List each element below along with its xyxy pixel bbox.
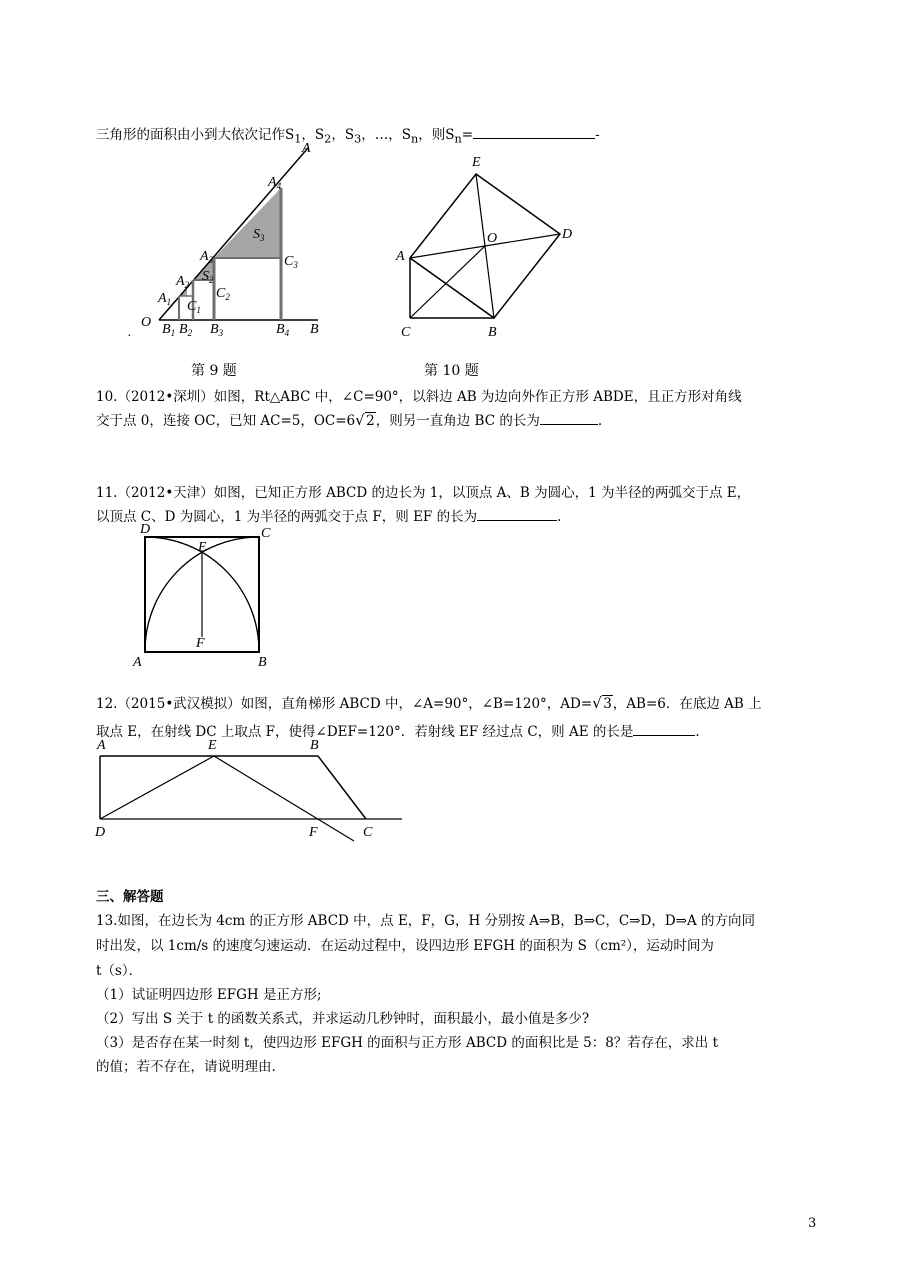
q10-line2-text: 交于点 0，连接 OC，已知 AC=5，OC=6 — [96, 413, 356, 429]
q9-shaded-s3 — [214, 188, 281, 258]
q10-sqrt — [355, 413, 376, 429]
q9-dot: . — [128, 325, 132, 340]
q9-stem-text: 三角形的面积由小到大依次记作S — [96, 127, 295, 143]
q13-part1: （1）试证明四边形 EFGH 是正方形; — [96, 987, 322, 1003]
q13-line2: 时出发，以 1cm/s 的速度匀速运动．在运动过程中，设四边形 EFGH 的面积为 S（cm²），运动时间为 — [96, 938, 714, 954]
q13-part3: （3）是否存在某一时刻 t，使四边形 EFGH 的面积与正方形 ABCD 的面积比是 5：8？若存在，求出 t — [96, 1035, 719, 1051]
section-heading: 三、解答题 — [96, 889, 164, 905]
q12-label-a: A — [97, 738, 106, 753]
q9-label-b3: $B_3$ — [210, 322, 224, 338]
q9-label-b: B — [310, 322, 319, 337]
q10-sqrt-arg: 2 — [366, 413, 375, 429]
q10-answer-blank[interactable] — [540, 411, 598, 425]
q12-label-d: D — [95, 825, 106, 840]
q12-sqrt-arg: 3 — [603, 696, 612, 712]
q9-label-o: O — [141, 315, 152, 330]
q9-caption: 第 9 题 — [191, 363, 237, 379]
q9-sub: n — [454, 132, 462, 146]
q9-sub: 1 — [294, 132, 302, 146]
q9-sep: ，…，S — [361, 127, 412, 143]
q10-label-c: C — [401, 325, 411, 340]
q9-sub: 3 — [354, 132, 362, 146]
q11-answer-blank[interactable] — [477, 507, 557, 521]
q11-label-e: E — [198, 540, 207, 555]
q9-sep: ，S — [331, 127, 355, 143]
q10-caption: 第 10 题 — [424, 363, 479, 379]
q12-segment-bc — [318, 756, 366, 819]
q9-label-a2: $A_2$ — [176, 274, 190, 290]
q9-eq: = — [461, 127, 474, 143]
q9-label-b1: $B_1$ — [162, 322, 176, 338]
q11-figure — [128, 520, 278, 670]
q9-sub: 2 — [324, 132, 332, 146]
q11-label-a: A — [133, 655, 142, 670]
q12-figure — [90, 735, 410, 845]
q10-label-d: D — [562, 227, 573, 242]
q9-label-a1: $A_1$ — [158, 291, 172, 307]
page-number: 3 — [808, 1216, 817, 1231]
q9-tail: ，则S — [418, 127, 455, 143]
radical-sign-icon: √ — [355, 411, 365, 429]
q12-line1-text: 12.（2015•武汉模拟）如图，直角梯形 ABCD 中，∠A=90°，∠B=120°，AD= — [96, 696, 593, 712]
q12-label-c: C — [363, 825, 373, 840]
q9-sep: ，S — [301, 127, 325, 143]
q11-line2-text: 以顶点 C、D 为圆心，1 为半径的两弧交于点 F，则 EF 的长为 — [96, 509, 478, 525]
q12-line2-end: . — [695, 724, 700, 740]
q9-label-c3: $C_3$ — [284, 254, 298, 270]
q11-line2-end: . — [557, 509, 562, 525]
q13-line1: 13.如图，在边长为 4cm 的正方形 ABCD 中，点 E，F，G，H 分别按 A⇒B，B⇒C，C⇒D，D⇒A 的方向同 — [96, 913, 755, 929]
q10-segment-ab — [410, 258, 494, 318]
q9-label-c2: $C_2$ — [216, 286, 230, 302]
q13-part4: 的值；若不存在，请说明理由. — [96, 1059, 276, 1075]
q11-label-d: D — [140, 522, 151, 537]
q10-label-o: O — [487, 231, 498, 246]
q9-label-s3: $S_3$ — [253, 227, 265, 243]
q9-label-a: A — [302, 141, 311, 156]
q11-label-b: B — [258, 655, 267, 670]
q9-label-b4: $B_4$ — [276, 322, 290, 338]
radical-sign-icon: √ — [592, 694, 602, 712]
q10-line2-end: . — [597, 413, 603, 429]
q10-label-e: E — [472, 155, 481, 170]
q9-label-a4: $A_4$ — [268, 175, 282, 191]
q9-end: - — [595, 127, 600, 143]
q9-label-b2: $B_2$ — [179, 322, 193, 338]
q12-segment-de — [100, 756, 214, 819]
q12-line2-text: 取点 E，在射线 DC 上取点 F，使得∠DEF=120°．若射线 EF 经过点 C，则 AE 的长是 — [96, 724, 634, 740]
q10-line2-text: ，则另一直角边 BC 的长为 — [375, 413, 540, 429]
q10-line2 — [96, 409, 602, 429]
q9-label-c1: $C_1$ — [187, 299, 201, 315]
q13-line3: t（s）． — [96, 963, 143, 979]
q12-ray-ef — [214, 756, 354, 841]
q10-label-a: A — [396, 249, 405, 264]
q9-sub: n — [411, 132, 419, 146]
q9-figure — [120, 140, 340, 350]
q12-label-b: B — [310, 738, 319, 753]
q12-label-e: E — [208, 738, 217, 753]
q12-answer-blank[interactable] — [633, 722, 695, 736]
q12-line1-text: ，AB=6．在底边 AB 上 — [612, 696, 762, 712]
q9-label-s2: $S_2$ — [202, 269, 214, 285]
q9-ray-oa — [159, 148, 308, 320]
q9-label-a3: $A_3$ — [200, 249, 214, 265]
q10-line1: 10.（2012•深圳）如图，Rt△ABC 中，∠C=90°，以斜边 AB 为边向外作正方形 ABDE，且正方形对角线 — [96, 389, 742, 405]
q12-label-f: F — [309, 825, 318, 840]
q13-part2: （2）写出 S 关于 t 的函数关系式，并求运动几秒钟时，面积最小，最小值是多少? — [96, 1011, 590, 1027]
q11-label-f: F — [196, 636, 205, 651]
q11-line1: 11.（2012•天津）如图，已知正方形 ABCD 的边长为 1，以顶点 A、B 为圆心，1 为半径的两弧交于点 E， — [96, 485, 751, 501]
q11-label-c: C — [261, 526, 271, 541]
q10-label-b: B — [488, 325, 497, 340]
q12-line1 — [96, 692, 762, 712]
q9-answer-blank[interactable] — [473, 125, 595, 139]
q12-sqrt — [592, 696, 613, 712]
q10-figure — [390, 150, 590, 340]
